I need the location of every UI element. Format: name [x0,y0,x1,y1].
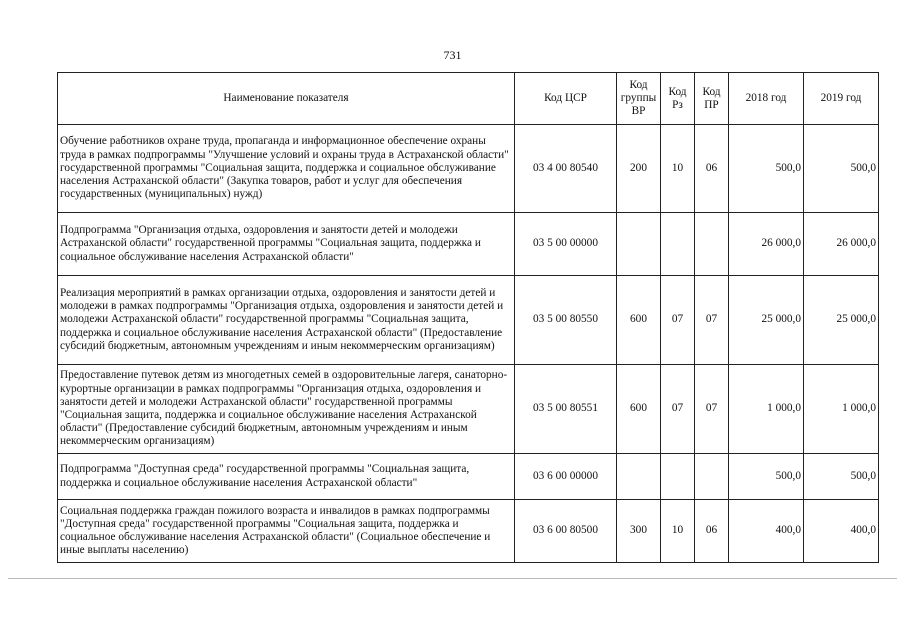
table-row [58,365,879,454]
row-2018: 400,0 [729,500,804,563]
table-row [58,125,879,213]
row-csr: 03 5 00 00000 [515,213,617,276]
row-pr: 06 [695,125,729,213]
row-pr [695,213,729,276]
row-vr: 300 [617,500,661,563]
header-rz: Код Рз [661,73,695,125]
row-rz: 10 [661,500,695,563]
row-vr: 600 [617,276,661,365]
row-csr: 03 4 00 80540 [515,125,617,213]
table-header-row [58,73,879,125]
row-rz: 07 [661,365,695,454]
header-vr: Код группы ВР [617,73,661,125]
row-2018: 500,0 [729,454,804,500]
row-rz [661,213,695,276]
budget-table [57,72,879,563]
row-2018: 25 000,0 [729,276,804,365]
row-pr [695,454,729,500]
row-2018: 1 000,0 [729,365,804,454]
row-vr: 600 [617,365,661,454]
row-2019: 1 000,0 [804,365,879,454]
row-name: Реализация мероприятий в рамках организации отдыха, оздоровления и занятости детей и молодежи в рамках подпрограммы "Организация отдыха, оздоровления и занятости детей и молодежи Астраханской области" государственной программы "Социальная защита, поддержка и социальное обслуживание населения Астраханской области" (Предоставление субсидий бюджетным, автономным учреждениям и иным некоммерческим организациям) [58,276,515,365]
row-csr: 03 6 00 00000 [515,454,617,500]
header-name: Наименование показателя [58,73,515,125]
table-row [58,500,879,563]
header-csr: Код ЦСР [515,73,617,125]
row-name: Подпрограмма "Организация отдыха, оздоровления и занятости детей и молодежи Астраханской области" государственной программы "Социальная защита, поддержка и социальное обслуживание населения Астраханской области" [58,213,515,276]
row-2019: 500,0 [804,454,879,500]
row-2019: 400,0 [804,500,879,563]
row-rz [661,454,695,500]
row-2019: 500,0 [804,125,879,213]
table-row [58,213,879,276]
row-2018: 26 000,0 [729,213,804,276]
row-2019: 25 000,0 [804,276,879,365]
row-vr [617,213,661,276]
row-name: Предоставление путевок детям из многодетных семей в оздоровительные лагеря, санаторно-курортные организации в рамках подпрограммы "Организация отдыха, оздоровления и занятости детей и молодежи Астраханской области" государственной программы "Социальная защита, поддержка и социальное обслуживание населения Астраханской области" (Предоставление субсидий бюджетным, автономным учреждениям и иным некоммерческим организациям) [58,365,515,454]
header-pr: Код ПР [695,73,729,125]
row-csr: 03 6 00 80500 [515,500,617,563]
table-row [58,454,879,500]
row-name: Подпрограмма "Доступная среда" государственной программы "Социальная защита, поддержка и социальное обслуживание населения Астраханской области" [58,454,515,500]
header-2019: 2019 год [804,73,879,125]
row-name: Социальная поддержка граждан пожилого возраста и инвалидов в рамках подпрограммы "Доступная среда" государственной программы "Социальная защита, поддержка и социальное обслуживание населения Астраханской области" (Социальное обеспечение и иные выплаты населению) [58,500,515,563]
row-rz: 07 [661,276,695,365]
table-row [58,276,879,365]
row-csr: 03 5 00 80550 [515,276,617,365]
row-2019: 26 000,0 [804,213,879,276]
header-2018: 2018 год [729,73,804,125]
row-rz: 10 [661,125,695,213]
row-pr: 06 [695,500,729,563]
row-pr: 07 [695,276,729,365]
row-vr [617,454,661,500]
page-bottom-divider [8,578,897,579]
row-csr: 03 5 00 80551 [515,365,617,454]
row-2018: 500,0 [729,125,804,213]
row-name: Обучение работников охране труда, пропаганда и информационное обеспечение охраны труда в рамках подпрограммы "Улучшение условий и охраны труда в Астраханской области" государственной программы "Социальная защита, поддержка и социальное обслуживание населения Астраханской области" (Закупка товаров, работ и услуг для обеспечения государственных (муниципальных) нужд) [58,125,515,213]
row-vr: 200 [617,125,661,213]
page-number: 731 [443,48,462,62]
row-pr: 07 [695,365,729,454]
